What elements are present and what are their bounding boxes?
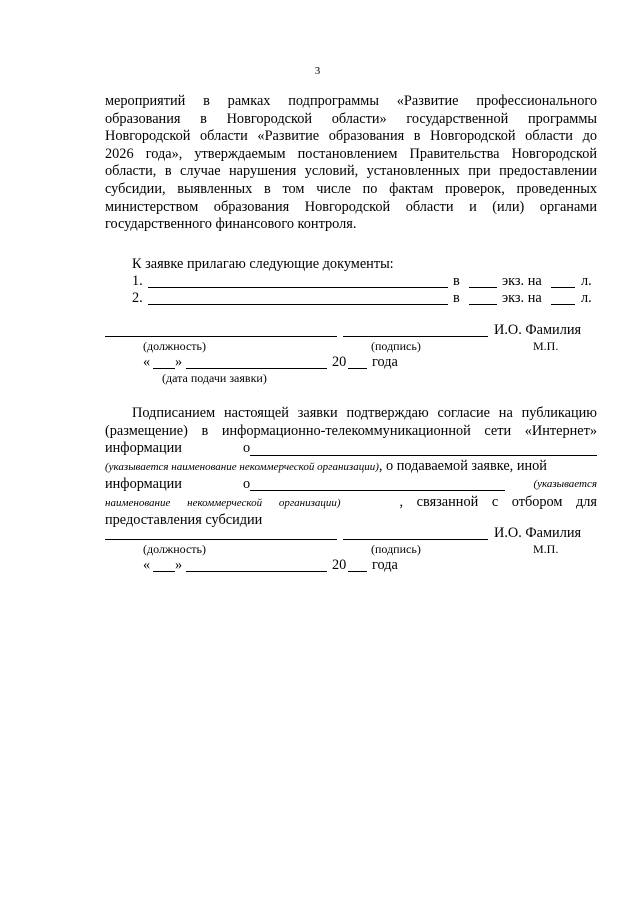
attachment-sheets-label: л.	[581, 273, 592, 289]
date-close-quote: »	[175, 354, 183, 370]
attachment-name-field[interactable]	[148, 287, 448, 288]
attachment-copies-field[interactable]	[469, 287, 497, 288]
consent-line	[105, 458, 597, 477]
italic-hint: (указывается наименование некоммерческой организации)	[105, 460, 379, 473]
paragraph-line: субсидии, выявленных в том числе по фактам проверок, проведенных	[105, 180, 597, 197]
organization-name-field[interactable]	[250, 455, 597, 456]
position-field[interactable]	[105, 336, 337, 337]
attachment-in-label: в	[453, 273, 460, 289]
consent-text: , связанной с отбором для	[399, 493, 597, 510]
signature-field[interactable]	[343, 539, 488, 540]
attachment-copies-field[interactable]	[469, 304, 497, 305]
consent-text: о	[243, 476, 251, 493]
signature-label: (подпись)	[371, 542, 421, 556]
paragraph-line: образования в Новгородской области» государственной программы	[105, 110, 597, 127]
signatory-name: И.О. Фамилия	[494, 525, 582, 541]
attachment-in-label: в	[453, 290, 460, 306]
date-year-field[interactable]	[348, 571, 367, 572]
position-label: (должность)	[143, 339, 206, 353]
year-suffix: года	[372, 557, 398, 573]
date-year-field[interactable]	[348, 368, 367, 369]
date-close-quote: »	[175, 557, 183, 573]
paragraph-line: мероприятий в рамках подпрограммы «Развитие профессионального	[105, 93, 597, 109]
date-day-field[interactable]	[153, 571, 175, 572]
consent-text: информации	[105, 476, 182, 493]
consent-line	[105, 476, 597, 494]
date-day-field[interactable]	[153, 368, 175, 369]
italic-hint: наименование некоммерческой организации)	[105, 496, 341, 509]
attachment-sheets-label: л.	[581, 290, 592, 306]
attachment-name-field[interactable]	[148, 304, 448, 305]
paragraph-line: 2026 года», утверждаемым постановлением Правительства Новгородской	[105, 145, 597, 162]
year-prefix: 20	[332, 354, 347, 370]
position-field[interactable]	[105, 539, 337, 540]
consent-line: Подписанием настоящей заявки подтверждаю согласие на публикацию	[132, 405, 597, 421]
paragraph-line: министерством образования Новгородской области и (или) органами	[105, 198, 597, 215]
italic-hint: (указывается	[533, 478, 597, 491]
date-open-quote: «	[143, 354, 151, 370]
consent-paragraph	[105, 405, 597, 529]
attachments-intro: К заявке прилагаю следующие документы:	[132, 256, 394, 272]
year-prefix: 20	[332, 557, 347, 573]
date-month-field[interactable]	[186, 368, 327, 369]
attachment-number: 2.	[132, 290, 143, 306]
consent-text: о	[243, 440, 251, 457]
date-month-field[interactable]	[186, 571, 327, 572]
attachment-number: 1.	[132, 273, 143, 289]
signature-field[interactable]	[343, 336, 488, 337]
consent-line	[105, 494, 597, 512]
signatory-name: И.О. Фамилия	[494, 322, 582, 338]
year-suffix: года	[372, 354, 398, 370]
consent-text: информации	[105, 440, 182, 457]
attachment-sheets-field[interactable]	[551, 287, 575, 288]
paragraph-line: государственного финансового контроля.	[105, 216, 357, 233]
paragraph-line: Новгородской области «Развитие образования в Новгородской области до	[105, 128, 597, 145]
consent-line: предоставления субсидии	[105, 511, 263, 528]
date-caption: (дата подачи заявки)	[162, 371, 267, 385]
page-number: 3	[314, 65, 321, 77]
position-label: (должность)	[143, 542, 206, 556]
stamp-label: М.П.	[533, 339, 559, 353]
attachment-copies-label: экз. на	[502, 290, 542, 306]
paragraph-line: области, в случае нарушения условий, установленных при предоставлении	[105, 163, 597, 180]
signature-label: (подпись)	[371, 339, 421, 353]
consent-text: , о подаваемой заявке, иной	[378, 457, 547, 474]
organization-info-field[interactable]	[250, 490, 505, 491]
date-open-quote: «	[143, 557, 151, 573]
stamp-label: М.П.	[533, 542, 559, 556]
consent-line: (размещение) в информационно-телекоммуникационной сети «Интернет»	[105, 422, 597, 439]
obligation-paragraph	[105, 93, 597, 234]
attachment-sheets-field[interactable]	[551, 304, 575, 305]
attachment-copies-label: экз. на	[502, 273, 542, 289]
